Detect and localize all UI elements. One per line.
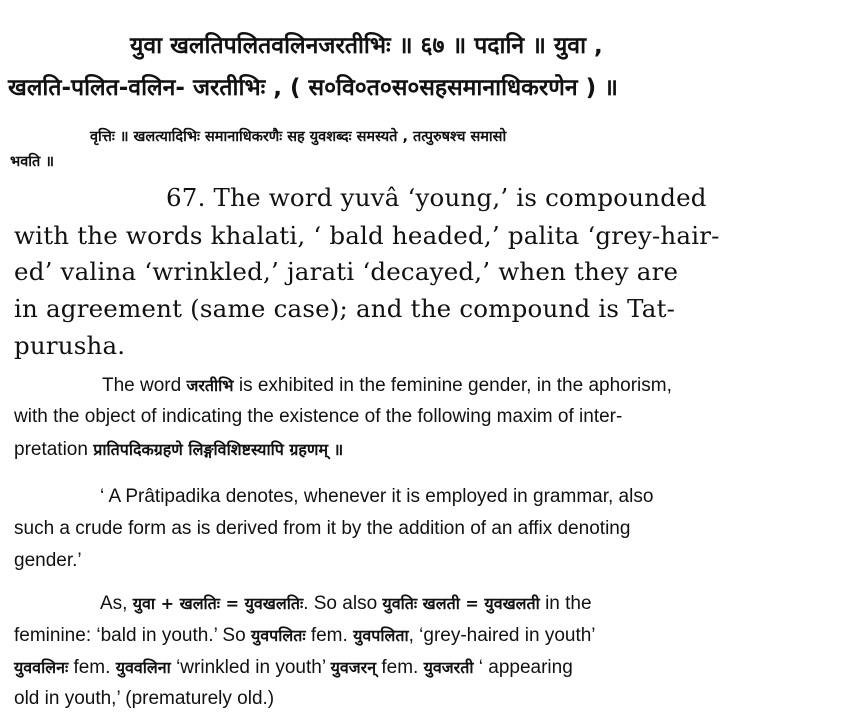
sanskrit-example: युवजरन्: [330, 658, 377, 677]
translation-line-5: purusha.: [14, 331, 126, 360]
note-text: fem.: [305, 625, 354, 646]
example-line-1: [100, 592, 592, 615]
example-line-3: [14, 656, 573, 679]
note-text: . So also: [303, 593, 383, 614]
note-line-3: [14, 438, 343, 461]
vritti-line-1: वृत्तिः ॥ खलत्यादिभिः समानाधिकरणैः सह युवशब्दः समस्यते , तत्पुरुषश्च समासो: [90, 129, 507, 145]
note-text: As,: [100, 593, 133, 614]
note-text: pretation: [14, 439, 94, 460]
sanskrit-example: युवपलिता: [353, 626, 409, 645]
note-text: , ‘grey-haired in youth’: [408, 625, 596, 646]
sanskrit-example: युवपलितः: [250, 626, 306, 645]
maxim-line-3: gender.’: [14, 550, 82, 571]
sanskrit-term: जरतीभि: [186, 376, 234, 395]
translation-line-3: ed’ valina ‘wrinkled,’ jarati ‘decayed,’ when they are: [14, 257, 679, 286]
note-text: ‘ appearing: [473, 657, 573, 678]
translation-line-2: with the words khalati, ‘ bald headed,’ palita ‘grey-hair-: [14, 221, 720, 250]
note-text: feminine: ‘bald in youth.’ So: [14, 625, 251, 646]
note-text: The word: [102, 375, 187, 396]
sanskrit-example: युववलिना: [115, 658, 171, 677]
sanskrit-example: युववलिनः: [14, 658, 69, 677]
translation-line-1: 67. The word yuvâ ‘young,’ is compounded: [166, 183, 707, 212]
maxim-line-2: such a crude form as is derived from it by the addition of an affix denoting: [14, 518, 631, 539]
sutra-line-1: युवा खलतिपलितवलिनजरतीभिः ॥ ६७ ॥ पदानि ॥ युवा ,: [130, 33, 603, 59]
vritti-line-2: भवति ॥: [10, 154, 55, 170]
note-text: in the: [539, 593, 592, 614]
example-line-4: old in youth,’ (prematurely old.): [14, 688, 275, 709]
note-text: is exhibited in the feminine gender, in the aphorism,: [233, 375, 672, 396]
sutra-line-2: खलति-पलित-वलिन- जरतीभिः , ( स०वि०त०स०सहसमानाधिकरणेन ) ॥: [8, 75, 618, 101]
maxim-line-1: ‘ A Prâtipadika denotes, whenever it is employed in grammar, also: [100, 486, 654, 507]
sanskrit-example: युवजरती: [423, 658, 474, 677]
sanskrit-maxim: प्रातिपदिकग्रहणे लिङ्गविशिष्टस्यापि ग्रहणम् ॥: [93, 440, 344, 459]
sanskrit-example: युवा + खलतिः = युवखलतिः: [132, 594, 304, 613]
note-text: fem.: [376, 657, 424, 678]
translation-line-4: in agreement (same case); and the compound is Tat-: [14, 294, 676, 323]
note-text: fem.: [68, 657, 116, 678]
note-text: ‘wrinkled in youth’: [170, 657, 331, 678]
note-line-2: with the object of indicating the existence of the following maxim of inter-: [14, 406, 623, 427]
example-line-2: [14, 624, 596, 647]
sanskrit-example: युवतिः खलती = युवखलती: [382, 594, 540, 613]
note-line-1: [102, 374, 672, 397]
